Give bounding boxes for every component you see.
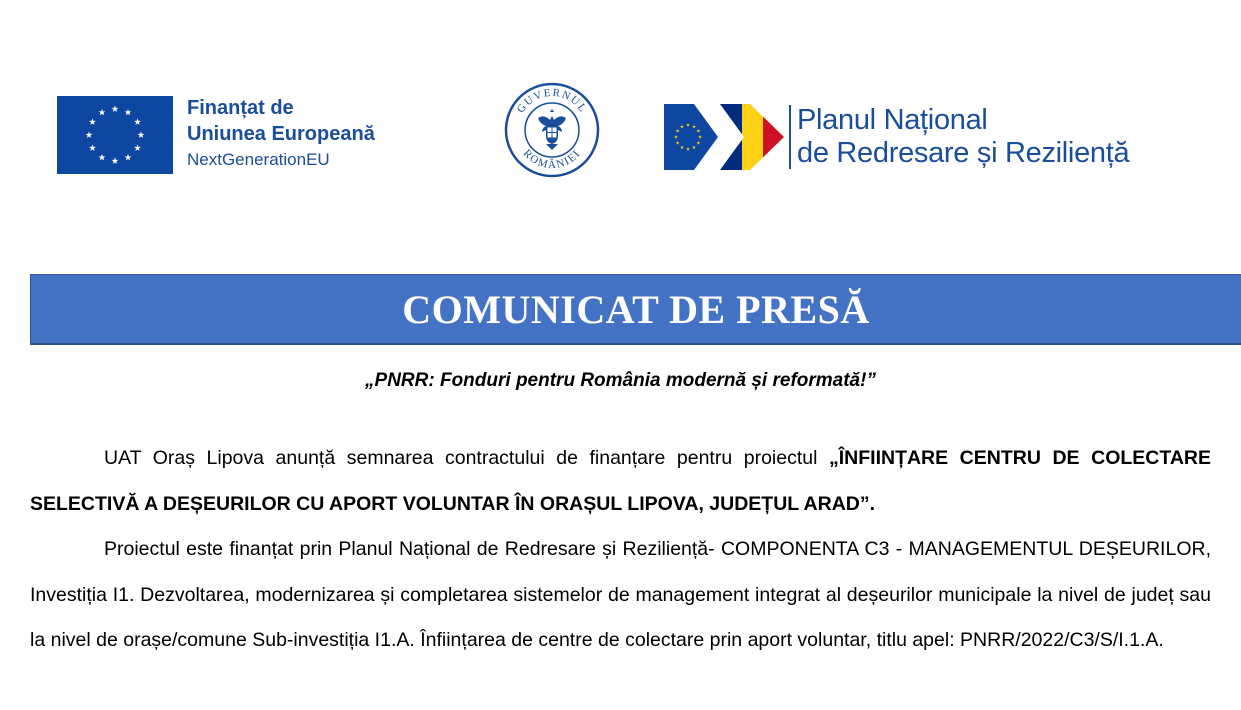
svg-text:ROMÂNIEI xyxy=(521,147,584,171)
eu-star-icon xyxy=(125,154,132,161)
seal-bottom-text: ROMÂNIEI xyxy=(520,147,584,172)
guvernul-romaniei-seal-icon xyxy=(504,82,600,178)
pnrr-line1: Planul Național xyxy=(797,104,988,136)
eu-star-icon xyxy=(86,131,93,138)
paragraph-2: Proiectul este finanțat prin Planul Național de Redresare și Reziliență- COMPONENTA C3 - MANAGEMENTUL DEȘEURILOR, Investiția I1. Dezvoltarea, modernizarea și completarea sistemelor de management integrat al deșeurilor municipale la nivel de județ sau la nivel de orașe/comune Sub-investiția I1.A. Înființarea de centre de colectare prin aport voluntar, titlu apel: PNRR/2022/C3/S/I.1.A. xyxy=(30,538,1211,651)
pnrr-line2: de Redresare și Reziliență xyxy=(797,137,1130,169)
pnrr-text xyxy=(797,104,1129,170)
eu-funding-logo xyxy=(57,96,375,175)
eu-flag-icon xyxy=(57,96,173,174)
eu-star-icon xyxy=(89,144,96,151)
eu-funding-line2: Uniunea Europeană xyxy=(187,123,375,145)
eu-star-icon xyxy=(134,118,141,125)
pnrr-logo xyxy=(664,103,1129,171)
eu-funding-line1: Finanțat de xyxy=(187,97,294,119)
pnrr-arrows-icon xyxy=(664,104,786,170)
page-title: COMUNICAT DE PRESĂ xyxy=(402,286,870,332)
eu-star-icon xyxy=(99,154,106,161)
eu-star-icon xyxy=(125,109,132,116)
eu-funding-text xyxy=(187,95,375,173)
eu-star-icon xyxy=(99,109,106,116)
subtitle: „PNRR: Fonduri pentru România modernă și reformată!” xyxy=(365,370,876,391)
eu-star-icon xyxy=(134,144,141,151)
paragraph-1 xyxy=(30,436,1211,527)
title-banner xyxy=(30,274,1241,345)
paragraph-1-lead: UAT Oraș Lipova anunță semnarea contractului de finanțare pentru proiectul xyxy=(104,447,829,469)
eu-funding-line3: NextGenerationEU xyxy=(187,150,330,169)
seal-top-text: GUVERNUL xyxy=(514,86,590,116)
pnrr-divider xyxy=(789,105,791,169)
project-title: „ÎNFIINȚARE CENTRU DE COLECTARE SELECTIVĂ A DEȘEURILOR CU APORT VOLUNTAR ÎN ORAȘUL LIPOVA, JUDEȚUL ARAD”. xyxy=(30,447,1211,515)
press-release-body xyxy=(30,436,1211,664)
eu-star-icon xyxy=(138,131,145,138)
eu-star-icon xyxy=(112,157,119,164)
eu-star-icon xyxy=(89,118,96,125)
eu-star-icon xyxy=(112,105,119,112)
